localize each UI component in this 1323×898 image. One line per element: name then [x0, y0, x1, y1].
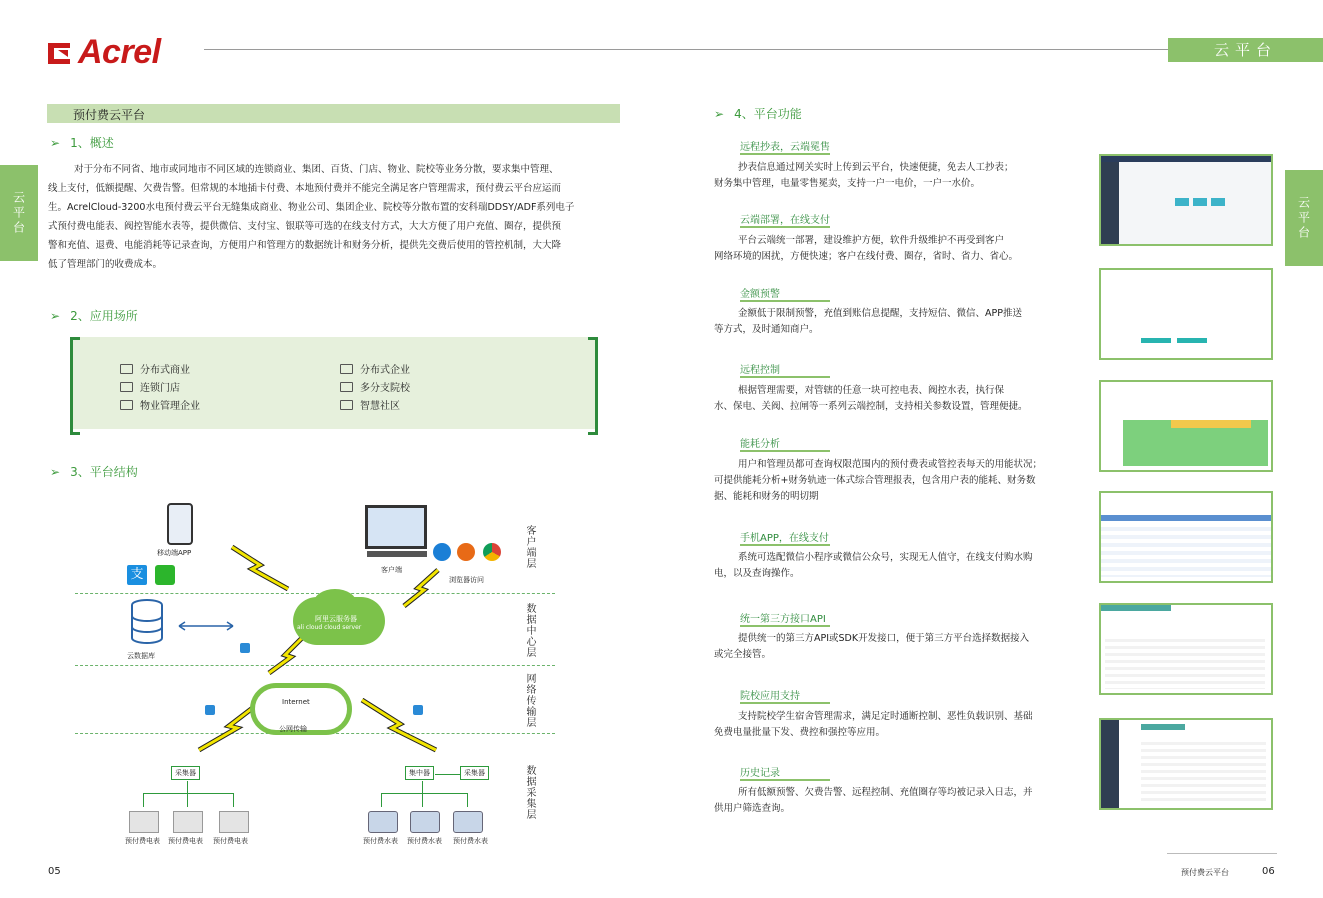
connector-line: [187, 781, 188, 793]
function-underline: [740, 625, 830, 627]
arrow-icon: ➢: [714, 107, 725, 121]
water-meter-label: 预付费水表: [363, 837, 398, 845]
function-title: 手机APP，在线支付: [740, 533, 829, 544]
overview-line: 式预付费电能表、阀控智能水表等，提供微信、支付宝、银联等可选的在线支付方式，大大方便了用户充值、圈存，提供预: [48, 221, 562, 232]
function-title: 历史记录: [740, 768, 780, 779]
function-desc: 所有低额预警、欠费告警、远程控制、充值圈存等均被记录入日志，并 供用户筛选查询。: [714, 787, 1033, 814]
electric-meter-icon: [219, 811, 249, 833]
screenshot-api: [1099, 603, 1273, 695]
keyboard-icon: [367, 551, 427, 557]
heading-functions-text: 4、平台功能: [734, 107, 802, 121]
internet-label: Internet: [282, 698, 310, 706]
function-underline: [740, 702, 830, 704]
function-title: 云端部署，在线支付: [740, 215, 830, 226]
connector-line: [143, 793, 144, 807]
header-rule: [204, 49, 1169, 50]
client-label: 客户端: [381, 566, 402, 574]
cloud-db-label: 云数据库: [127, 652, 155, 660]
double-arrow-icon: [175, 621, 237, 631]
connector-line: [187, 793, 188, 807]
function-item: [740, 610, 830, 627]
mobile-phone-icon: [167, 503, 193, 545]
function-title: 统一第三方接口API: [740, 614, 826, 625]
function-item: [740, 138, 830, 155]
water-meter-icon: [410, 811, 440, 833]
overview-line: 生。AcrelCloud-3200水电预付费云平台无缝集成商业、物业公司、集团企业、院校等分散布置的安科瑞DDSY/ADF系列电子: [48, 202, 575, 213]
lock-icon: [240, 643, 250, 653]
arrow-icon: ➢: [50, 136, 61, 150]
collector-box-right: 采集器: [460, 766, 489, 780]
folder-icon: [120, 400, 133, 410]
function-item: [740, 211, 830, 228]
concentrator-box: 集中器: [405, 766, 434, 780]
folder-icon: [120, 364, 133, 374]
public-net-label: 公网传输: [279, 725, 307, 733]
page-number-right: 06: [1262, 866, 1275, 877]
layer-label-network: 网络传输层: [524, 673, 535, 728]
application-item: 物业管理企业: [120, 397, 200, 412]
bracket-right: [588, 337, 598, 435]
lock-icon: [205, 705, 215, 715]
function-underline: [740, 376, 830, 378]
heading-overview: [50, 134, 114, 151]
function-item: [740, 435, 830, 452]
application-item: 分布式企业: [340, 361, 410, 376]
layer-divider: [75, 665, 555, 666]
heading-functions: [714, 105, 802, 122]
cloud-server-en-label: ali cloud cloud server: [297, 624, 362, 631]
water-meter-icon: [368, 811, 398, 833]
chrome-browser-icon: [483, 543, 501, 561]
function-item: [740, 764, 830, 781]
collector-box-left: 采集器: [171, 766, 200, 780]
connector-line: [381, 793, 382, 807]
brand-logo: [46, 33, 161, 72]
function-title: 远程控制: [740, 365, 780, 376]
heading-overview-text: 1、概述: [70, 136, 114, 150]
connector-line: [381, 793, 467, 794]
brand-name: Acrel: [78, 33, 161, 71]
function-desc: 抄表信息通过网关实时上传到云平台，快速便捷，免去人工抄表； 财务集中管理，电量零售冕卖，支持一户一电价，一户一水价。: [714, 162, 1014, 189]
screenshot-table-control: [1099, 380, 1273, 472]
connector-line: [233, 793, 234, 807]
folder-icon: [340, 364, 353, 374]
application-item: 多分支院校: [340, 379, 410, 394]
lock-icon: [413, 705, 423, 715]
header-tab: 云平台: [1168, 38, 1323, 62]
applications-box: [70, 337, 598, 429]
overview-line: 低了管理部门的收费成本。: [48, 259, 163, 270]
function-title: 院校应用支持: [740, 691, 800, 702]
application-item: 分布式商业: [120, 361, 190, 376]
arrow-icon: ➢: [50, 465, 61, 479]
acrel-logo-icon: [46, 39, 74, 67]
function-desc: 金额低于限制预警，充值到账信息提醒，支持短信、微信、APP推送 等方式，及时通知商户。: [714, 308, 1022, 335]
function-title: 金额预警: [740, 289, 780, 300]
folder-icon: [120, 382, 133, 392]
lightning-icon: [360, 698, 440, 753]
heading-applications: [50, 307, 138, 324]
overview-line: 线上支付，低额提醒、欠费告警。但常规的本地插卡付费、本地预付费并不能完全满足客户管理需求，预付费云平台应运而: [48, 183, 562, 194]
connector-line: [422, 781, 423, 793]
water-meter-label: 预付费水表: [453, 837, 488, 845]
function-item: [740, 529, 830, 546]
mobile-app-label: 移动端APP: [157, 549, 192, 557]
connector-line: [435, 774, 460, 775]
application-item: 连锁门店: [120, 379, 180, 394]
footer-label: 预付费云平台: [1181, 868, 1229, 877]
screenshot-history: [1099, 718, 1273, 810]
screenshot-form: [1099, 268, 1273, 360]
heading-structure-text: 3、平台结构: [70, 465, 138, 479]
folder-icon: [340, 382, 353, 392]
connector-line: [422, 793, 423, 807]
water-meter-icon: [453, 811, 483, 833]
wechat-icon: [155, 565, 175, 585]
function-title: 能耗分析: [740, 439, 780, 450]
database-icon: [130, 598, 164, 646]
client-monitor-icon: [365, 505, 427, 549]
overview-line: 警和充值、退费、电能消耗等记录查询，方便用户和管理方的数据统计和财务分析，提供先交费后使用的管控机制，大大降: [48, 240, 562, 251]
function-desc: 根据管理需要，对管辖的任意一块可控电表、阀控水表，执行保 水、保电、关阀、拉闸等一系列云端控制，支持相关参数设置，管理便捷。: [714, 385, 1028, 412]
water-meter-label: 预付费水表: [407, 837, 442, 845]
elec-meter-label: 预付费电表: [168, 837, 203, 845]
function-item: [740, 361, 830, 378]
function-desc: 系统可选配微信小程序或微信公众号，实现无人值守，在线支付购水购 电，以及查询操作。: [714, 552, 1033, 579]
function-underline: [740, 779, 830, 781]
function-underline: [740, 300, 830, 302]
bracket-left: [70, 337, 80, 435]
footer-rule: [1167, 853, 1277, 854]
side-tab-right: 云平台: [1285, 170, 1323, 266]
screenshot-dashboard: [1099, 154, 1273, 246]
lightning-icon: [400, 568, 440, 608]
function-item: [740, 687, 830, 704]
layer-label-client: 客户端层: [524, 525, 535, 569]
function-underline: [740, 153, 830, 155]
architecture-diagram: [75, 493, 595, 858]
function-item: [740, 285, 830, 302]
function-title: 远程抄表，云端冕售: [740, 142, 830, 153]
function-desc: 用户和管理员都可查询权限范围内的预付费表或管控表每天的用能状况； 可提供能耗分析+财务轨迹一体式综合管理报表，包含用户表的能耗、财务数 据、能耗和财务的明切期: [714, 459, 1043, 502]
arrow-icon: ➢: [50, 309, 61, 323]
lightning-icon: [230, 543, 290, 593]
cloud-server-label: 阿里云服务器: [315, 615, 357, 623]
browser-access-label: 浏览器访问: [449, 576, 484, 584]
connector-line: [143, 793, 233, 794]
layer-label-datacenter: 数据中心层: [524, 603, 535, 658]
overview-paragraph: [48, 160, 623, 274]
layer-divider: [75, 593, 555, 594]
heading-structure: [50, 463, 138, 480]
lightning-icon: [265, 635, 305, 675]
function-underline: [740, 544, 830, 546]
folder-icon: [340, 400, 353, 410]
function-desc: 支持院校学生宿舍管理需求，满足定时通断控制、恶性负载识别、基础 免费电量批量下发、费控和强控等应用。: [714, 711, 1033, 738]
side-tab-left: 云平台: [0, 165, 38, 261]
page-number-left: 05: [48, 866, 61, 877]
electric-meter-icon: [129, 811, 159, 833]
function-desc: 提供统一的第三方API或SDK开发接口，便于第三方平台选择数据接入 或完全接管。: [714, 633, 1030, 660]
elec-meter-label: 预付费电表: [213, 837, 248, 845]
alipay-icon: 支: [127, 565, 147, 585]
connector-line: [467, 793, 468, 807]
ie-browser-icon: [433, 543, 451, 561]
section-title: 预付费云平台: [73, 108, 146, 122]
function-desc: 平台云端统一部署，建设维护方便，软件升级维护不再受到客户 网络环境的困扰，方便快速；客户在线付费、圈存，省时、省力、省心。: [714, 235, 1019, 262]
electric-meter-icon: [173, 811, 203, 833]
overview-line: 对于分布不同省、地市或同地市不同区域的连锁商业、集团、百货、门店、物业、院校等业务分散，要求集中管理、: [74, 164, 559, 175]
function-underline: [740, 450, 830, 452]
function-underline: [740, 226, 830, 228]
screenshot-energy-table: [1099, 491, 1273, 583]
section-title-bar: [47, 104, 620, 123]
layer-label-collection: 数据采集层: [524, 765, 535, 820]
firefox-browser-icon: [457, 543, 475, 561]
application-item: 智慧社区: [340, 397, 400, 412]
elec-meter-label: 预付费电表: [125, 837, 160, 845]
heading-applications-text: 2、应用场所: [70, 309, 138, 323]
